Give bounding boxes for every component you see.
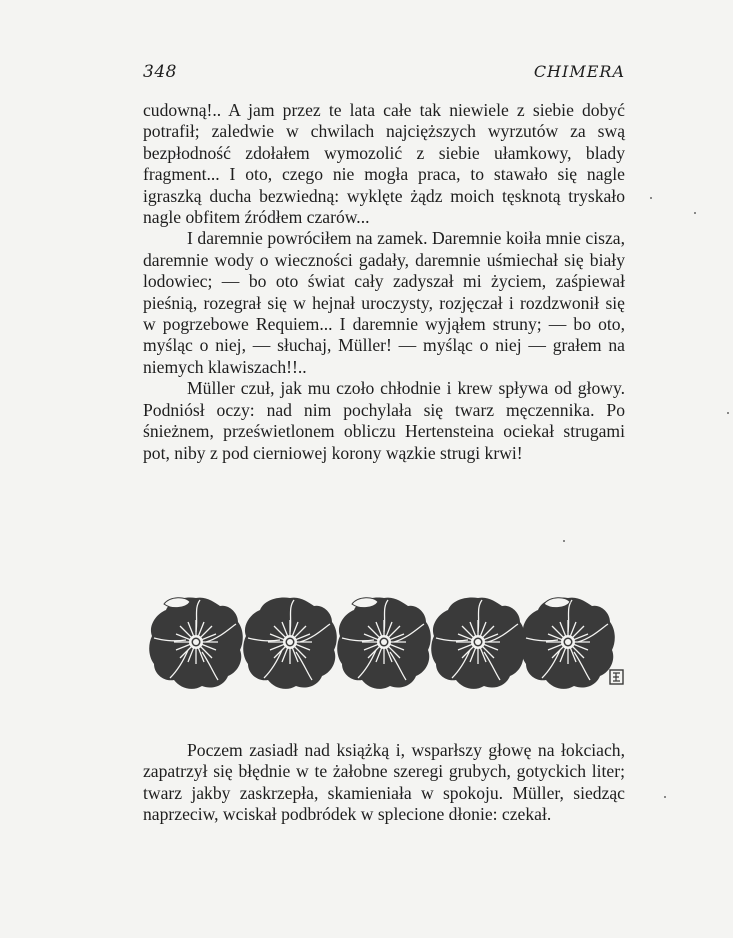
paper-speck: [727, 412, 729, 414]
page-header: [143, 62, 625, 86]
flower-ornament-band: [148, 592, 628, 692]
flower-1: [149, 598, 243, 689]
paragraph: Poczem zasiadł nad książką i, wsparłszy głowę na łokciach, zapatrzył się błędnie w te żałobne szeregi grubych, gotyckich liter; twarz jakby zaskrzepła, skamieniała w spokoju. Müller, siedząc naprzeciw, wciskał podbródek w splecione dłonie: czekał.: [143, 740, 625, 825]
flower-2: [243, 598, 337, 689]
flower-3: [337, 598, 431, 689]
running-title: CHIMERA: [533, 62, 625, 81]
paper-speck: [563, 540, 565, 542]
monogram-icon: [610, 670, 623, 684]
text-section-top: [143, 100, 625, 464]
flower-5: [521, 598, 615, 689]
paragraph: Müller czuł, jak mu czoło chłodnie i krew spływa od głowy. Podniósł oczy: nad nim pochylała się twarz męczennika. Po śnieżnem, prześwietlonem obliczu Hertensteina ociekał strugami pot, niby z pod cierniowej korony wązkie strugi krwi!: [143, 378, 625, 463]
paragraph: cudowną!.. A jam przez te lata całe tak niewiele z siebie dobyć potrafił; zaledwie w chwilach najcięższych wyrzutów za swą bezpłodność zdołałem wymozolić z siebie ułamkowy, blady fragment... I oto, czego nie mogła praca, to stawało się nagle igraszką ducha bezwiedną: wyklęte żądz moich tęsknotą tryskało nagle obfitem źródłem czarów...: [143, 100, 625, 228]
text-section-bottom: [143, 740, 625, 826]
paper-speck: [694, 212, 696, 214]
flower-4: [431, 598, 525, 689]
paper-speck: [650, 197, 652, 199]
paragraph: I daremnie powróciłem na zamek. Daremnie koiła mnie cisza, daremnie wody o wieczności gadały, daremnie uśmiechał się biały lodowiec; — bo oto świat cały zadyszał mi życiem, zaśpiewał pieśnią, rozegrał się w hejnał uroczysty, rozjęczał i rozdzwonił się w pogrzebowe Requiem... I daremnie wyjąłem struny; — bo oto, myśląc o niej, — słuchaj, Müller! — myśląc o niej — grałem na niemych klawiszach!!..: [143, 228, 625, 377]
paper-speck: [664, 796, 666, 798]
page-number: 348: [143, 62, 177, 82]
